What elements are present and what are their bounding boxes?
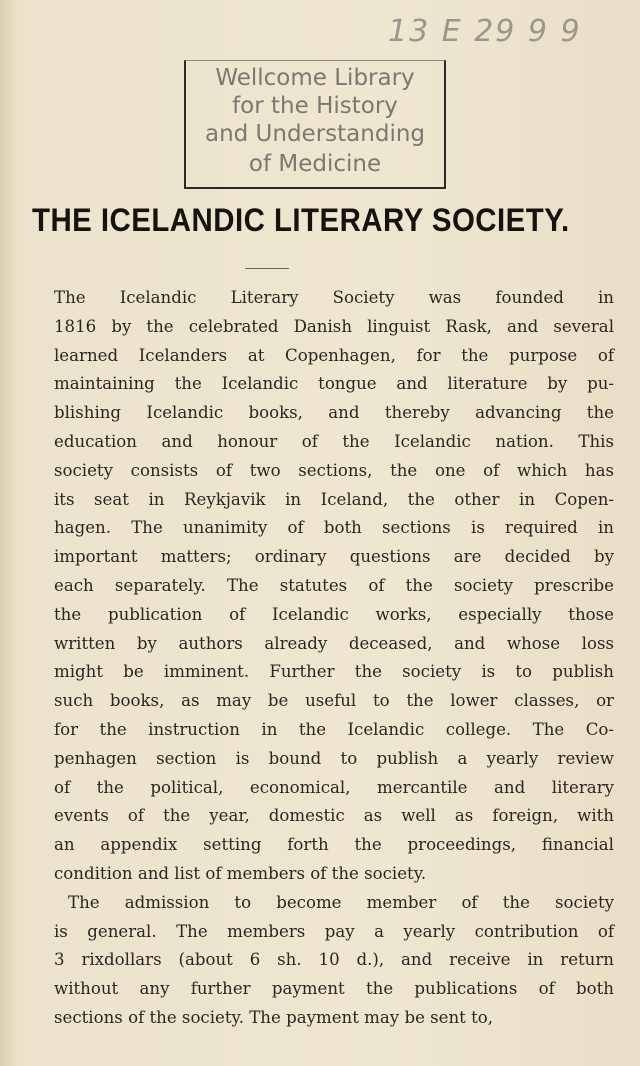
stamp-line-2: for the History [232,93,398,119]
text-line: written by authors already deceased, and whose loss [54,633,614,653]
text-line: such books, as may be useful to the lower classes, or [54,691,614,711]
text-line: blishing Icelandic books, and thereby advancing the [54,403,614,423]
stamp-line-4: of Medicine [248,151,382,177]
text-line: an appendix setting forth the proceedings, financial [54,835,614,855]
text-line: the publication of Icelandic works, especially those [54,604,614,624]
text-line: penhagen section is bound to publish a yearly review [54,748,614,768]
text-line: condition and list of members of the society. [54,863,427,883]
text-line: The Icelandic Literary Society was founded in [54,288,614,307]
library-stamp [184,60,446,189]
paragraph-2 [54,889,614,1033]
text-line: 1816 by the celebrated Danish linguist Rask, and several [54,316,614,336]
text-line: might be imminent. Further the society is to publish [54,662,614,682]
text-line: 3 rixdollars (about 6 sh. 10 d.), and receive in return [54,950,614,970]
text-line: without any further payment the publications of both [54,979,614,999]
text-line: of the political, economical, mercantile and literary [54,777,614,797]
paragraph-1 [54,284,614,889]
text-line: for the instruction in the Icelandic college. The Co- [54,719,614,739]
stamp-line-1: Wellcome Library [215,65,415,91]
text-line: events of the year, domestic as well as foreign, with [54,806,614,826]
text-line: The admission to become member of the society [68,892,614,912]
text-line: sections of the society. The payment may be sent to, [54,1007,494,1027]
handwritten-shelfmark: 13 E 29 9 9 [388,14,582,49]
text-line: important matters; ordinary questions are decided by [54,547,614,567]
text-line: learned Icelanders at Copenhagen, for the purpose of [54,345,614,365]
text-line: education and honour of the Icelandic nation. This [54,431,614,451]
stamp-line-3: and Understanding [204,121,426,147]
text-line: maintaining the Icelandic tongue and literature by pu- [54,374,614,394]
document-title: THE ICELANDIC LITERARY SOCIETY. [32,202,570,238]
text-line: is general. The members pay a yearly contribution of [54,921,614,941]
text-line: society consists of two sections, the one of which has [54,460,614,480]
text-line: hagen. The unanimity of both sections is required in [54,518,614,538]
title-divider [245,268,289,269]
text-line: each separately. The statutes of the society prescribe [54,575,614,595]
text-line: its seat in Reykjavik in Iceland, the other in Copen- [54,489,614,509]
body-text [54,284,614,1033]
